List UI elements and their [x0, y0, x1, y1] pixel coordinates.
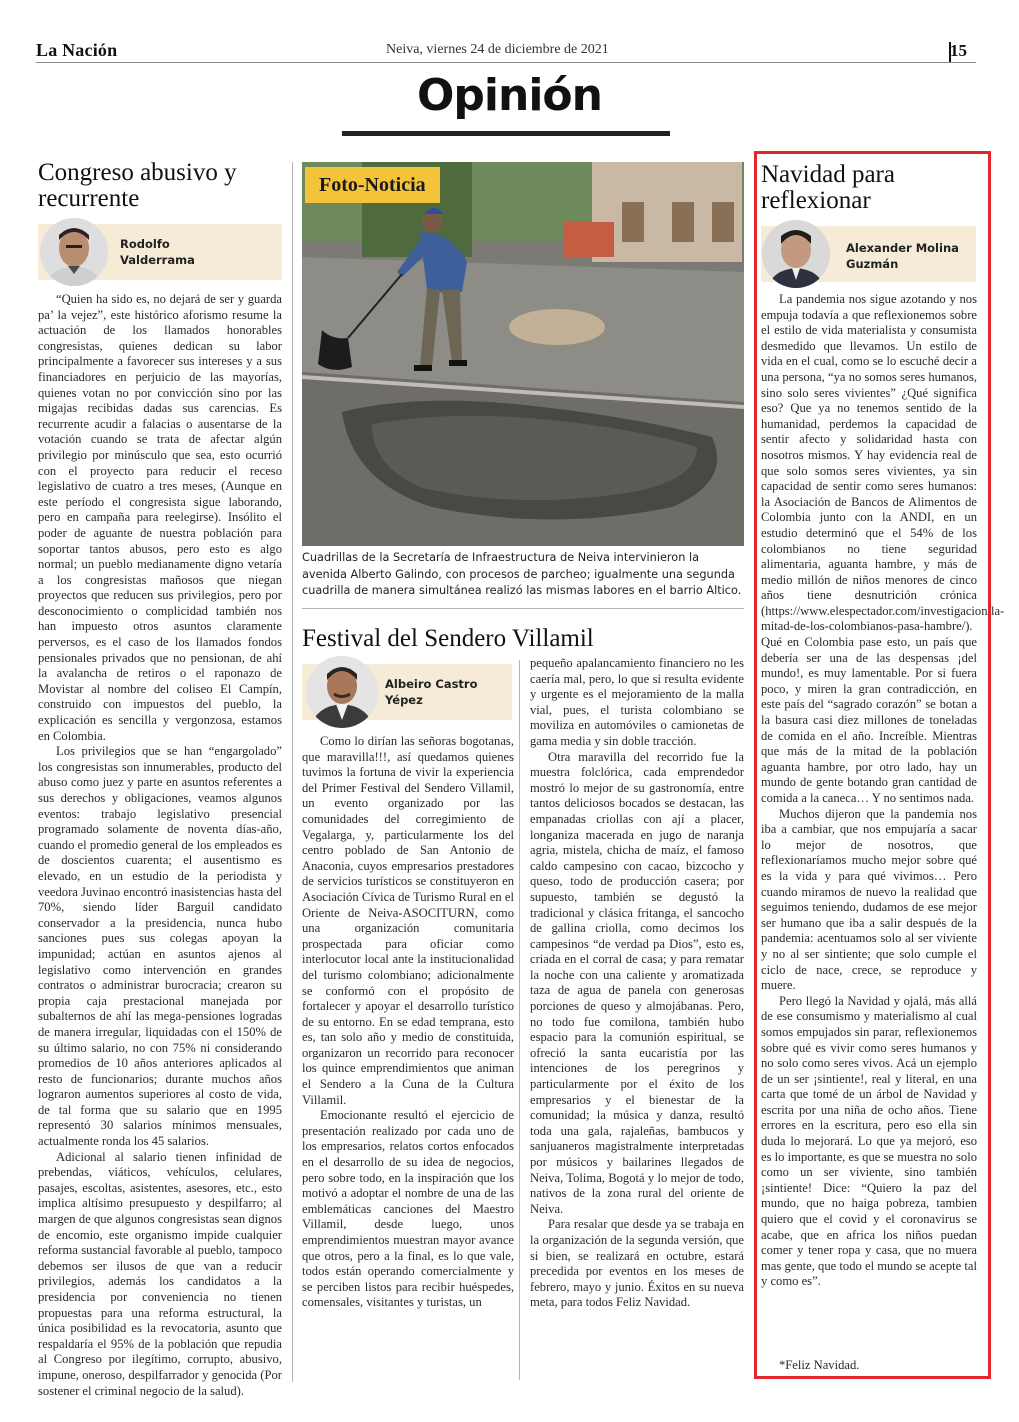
paragraph: Otra maravilla del recorrido fue la muestra folclórica, cada emprendedor mostró lo mejor de su gastronomía, entre tantos deliciosos bocados se destacan, las empanadas criollas con ají a placer, longaniza macerada en jugo de naranja agria, mistela, chicha de maíz, el famoso caldo campesino con cacao, bizcocho y queso, todo de producción casera; por supuesto, también se degustó la tradicional y clásica fritanga, el sancocho de gallina criolla, como decimos los campesinos “de verdad pa Dios”, esto es, criada en el corral de casa; y para rematar la noche con una caliente y aromatizada taza de agua de panela con generosas porciones de queso y almojábanas. Pero, no todo fue comilona, también hubo espacio para la comunión espiritual, se ofreció la santa eucaristía por las intenciones de los peregrinos y particularmente por el éxito de los empresarios y el bienestar de la comunidad; la música y danza, resultó toda una gala, rajaleñas, bambucos y sanjuaneros magistralmente interpretadas por músicos y bailarines llegados de Neiva, Tolima, Bogotá y lo mejor de todo, nativos de la zona rural del oriente de Neiva.: [530, 749, 744, 1216]
paragraph: Muchos dijeron que la pandemia nos iba a cambiar, que nos empujaría a sacar lo mejor de nosotros, que reflexionaríamos mucho mejor sobre qué es la vida y para qué vivimos… Pero cuando miramos de nuevo la realidad que seguimos teniendo, dudamos de ese mejor ser humano que iba a salir después de la pandemia: acentuamos solo al ser viviente y no al ser sintiente; que solo cumple el ciclo de nace, crece, se reproduce y muere.: [761, 806, 977, 993]
issue-date: Neiva, viernes 24 de diciembre de 2021: [386, 42, 609, 57]
paragraph: Emocionante resultó el ejercicio de presentación realizado por cada uno de los empresarios, relatos cortos enfocados en el desarrollo de su idea de negocios, pero sobre todo, en la inspiración que los motivó a adoptar el nombre de una de las emblemáticas canciones del Maestro Villamil, desde luego, unos emprendimientos muestran mayor avance que otros, pero a la final, es lo que vale, todos están operando comercialmente y se perciben listos para recibir huéspedes, comensales, visitantes y turistas, un: [302, 1108, 514, 1310]
paragraph: Adicional al salario tienen infinidad de prebendas, viáticos, vehículos, celulares, pasajes, escoltas, asistentes, asesores, etc., esto implica altísimo presupuesto y despilfarro; al margen de que algunos congresistas sean dignos de encomio, este organismo impide cualquier reforma sustancial favorable al pueblo, tampoco debemos ser ilusos de que van a reducir privilegios, además los candidatos a la presidencia por conveniencia no tienen propuestas para una reforma estructural, la única posibilidad es la revocatoria, asunto que respaldaría el 95% de la población que repudia al Congreso por ilegítimo, corrupto, abusivo, impune, oneroso, despilfarrador y genocida (Por sostener el criminal negocio de la salud).: [38, 1149, 282, 1398]
article-body-congreso: [38, 292, 282, 1399]
paragraph: La pandemia nos sigue azotando y nos empuja todavía a que reflexionemos sobre el estilo de vida materialista y consumista desmedido que llevamos. Un estilo de vida en el cual, como se lo escuché decir a una persona, “ya no somos seres humanos, sino solo seres vivientes” ¿Qué significa eso? Que ya no tenemos sentido de la humanidad, perdemos la capacidad de sentir afecto y solidaridad hasta con nosotros mismos. Y hay evidencia real de que solo somos seres vivientes, ya sin capacidad de sentir como seres humanos: la Asociación de Bancos de Alimentos de Colombia junto con la ANDI, en un estudio determinó que el 54% de los colombianos no tiene seguridad alimentaria, aguanta hambre, y más de medio millón de niños menores de cinco años tiene desnutrición crónica (https://www.elespectador.com/investigacion/la-mitad-de-los-colombianos-pasa-hambre/). Qué en Colombia pase esto, un país que debería ser una de las despensas ¡del mundo!, es muy lamentable. Por si fuera poco, y miren la gran contradicción, en este país del “sagrado corazón” se botan a la basura casi diez millones de toneladas de comida en el año. Increíble. Mientras que más de la mitad de la población aguanta hambre, por otro lado, hay un mundo de gente botando gran cantidad de comida a la caneca… Y no sentimos nada.: [761, 292, 1005, 805]
article-body-navidad: [761, 292, 1005, 1290]
section-rule: [342, 131, 670, 136]
foto-noticia-label: Foto-Noticia: [305, 167, 440, 203]
author-name-molina: Alexander Molina Guzmán: [846, 241, 959, 271]
column-divider-left: [292, 162, 293, 1382]
author-photo-molina: [762, 220, 830, 288]
author-name-valderrama: Rodolfo Valderrama: [120, 237, 195, 267]
photo-caption: Cuadrillas de la Secretaría de Infraestructura de Neiva intervinieron la avenida Alberto Galindo, con procesos de parcheo; igualmente una segunda cuadrilla de manera simultánea realizó las mismas labores en el barrio Altico.: [302, 551, 742, 597]
paragraph: pequeño apalancamiento financiero no les caería mal, pero, lo que si resulta evidente y urgente es el mejoramiento de la malla vial, pues, el turista colombiano se moviliza en automóviles o camionetas de gama media y sin doble tracción.: [530, 656, 744, 748]
paragraph: Como lo dirían las señoras bogotanas, que maravilla!!!, así quedamos quienes tuvimos la fortuna de vivir la experiencia del Primer Festival del Sendero Villamil, un evento organizado por las comunidades del corregimiento de Vegalarga, y, particularmente los del centro poblado de San Antonio de Anaconia, cuyos empresarios prestadores de servicios turísticos se constituyeron en Asociación Cívica de Turismo Rural en el Oriente de Neiva-ASOCITURN, como una organización comunitaria prospectada para oficiar como interlocutor local ante la institucionalidad del turismo colombiano; adicionalmente se conformó con el propósito de fortalecer y apoyar el desarrollo turístico de su entorno. En se edad temprana, esto es, tan solo año y medio de constituida, organizaron un recorrido para reconocer los quince emprendimientos que animan el Sendero a la Cuna de la Cultura Villamil.: [302, 734, 514, 1107]
column-divider-center: [519, 660, 520, 1380]
news-photo: [302, 162, 744, 546]
article-title-navidad: Navidad para reflexionar: [761, 161, 895, 214]
paragraph: Para resalar que desde ya se trabaja en la organización de la segunda versión, que si bien, se realizará en octubre, estará precedida por eventos en los meses de febrero, mayo y junio. Éxitos en su nueva meta, para todos Feliz Navidad.: [530, 1217, 744, 1310]
sign-off: *Feliz Navidad.: [779, 1358, 860, 1372]
article-title-congreso: Congreso abusivo y recurrente: [38, 159, 237, 212]
article-body-festival-right: [530, 656, 744, 1311]
author-photo-valderrama: [40, 218, 108, 286]
article-body-festival-left: [302, 734, 514, 1311]
photo-separator: [302, 608, 744, 609]
paragraph: Pero llegó la Navidad y ojalá, más allá de ese consumismo y materialismo al cual somos empujados sin parar, reflexionemos sobre qué es vivir como seres humanos y no solo como seres vivos. Acá un ejemplo de un ser ¡sintiente!, real y literal, en una carta que tomé de un árbol de Navidad y escrita por una niña de ocho años. Tiene errores en la escritura, pero eso ella sin duda lo mejorará. Lo que ya mejoró, eso es lo importante, es que se muestra no solo como un ser viviente, sino también ¡sintiente! Dice: “Quiero la paz del mundo, que no haiga pobreza, tambien quiero que el covid y el coronavirus se acabe, que en africa los niños puedan comer y tener ropa y casa, que no muera mas gente, que todo el mundo se acepte tal y como es”.: [761, 993, 977, 1289]
page-number: 15: [950, 41, 967, 60]
paragraph: “Quien ha sido es, no dejará de ser y guarda pa’ la vejez”, este histórico aforismo resume la actuación de los llamados honorables congresistas, quienes dedican su labor principalmente a favorecer sus intereses y a sus financiadores en perjuicio de las mayorías, quienes votan no por convicción sino por las migajas recibidas dadas sus carencias. Es recurrente acudir a falacias o ausentarse de la votación cuando se trata de afectar algún privilegio por minúsculo que sea, esto ocurrió con el proyecto para reducir el receso legislativo de cuatro a tres meses, (Aunque en este período el congresista sigue laborando, pero en campaña para reelegirse). Insólito el poder de aguante de nuestra población para soportar tantos abusos, pero esto es algo normal; un pueblo medianamente digno vetaría a los congresistas mañosos que niegan proyectos que reducen sus privilegios, pero por desconocimiento o complicidad también nos han impuesto otros asuntos claramente perversos, es el caso de los llamados fondos pensionales privados que no pensionan, de ahí la avalancha de retiros o el raponazo de Movistar al nombre del coliseo El Campín, construido con impuestos del pueblo, la explicación es sencilla y vergonzosa, estamos en Colombia.: [38, 292, 282, 743]
newspaper-logo: La Nación: [36, 40, 118, 60]
paragraph: Los privilegios que se han “engargolado” los congresistas son innumerables, producto del abuso como juez y parte en asuntos referentes a sus derechos y obligaciones, veamos algunos eventos: trabajo legislativo presencial programado solamente de noventa días-año, cuando el promedio general de los empleados es de doscientos cuarenta; el ausentismo es elevado, en un estudio de la periodista y veedora Juvinao encontró inasistencias hasta del 70%, siendo líder Barguil candidato conservador a la presidencia, nunca hubo sanciones pues sus colegas apoyan la impunidad; actúan en asuntos ajenos al legislativo como intervención en grandes contratos o administrar burocracia; crearon su propia caja prestacional manejada por subalternos de ahí las mega-pensiones logradas de manera irregular, liquidadas con el 150% de su último salario, no con 75% ni considerando promedios de 10 años anteriores aplicados al resto de funcionarios; durante muchos años lograron aumentos superiores al costo de vida, de tal forma que su salario que en 1995 representó 30 salarios mínimos mensuales, actualmente ronda los 45 salarios.: [38, 744, 282, 1149]
section-title: Opinión: [417, 70, 602, 121]
author-name-castro: Albeiro Castro Yépez: [385, 677, 478, 707]
author-photo-castro: [306, 656, 378, 728]
article-title-festival: Festival del Sendero Villamil: [302, 625, 594, 652]
masthead-rule: [36, 62, 976, 63]
